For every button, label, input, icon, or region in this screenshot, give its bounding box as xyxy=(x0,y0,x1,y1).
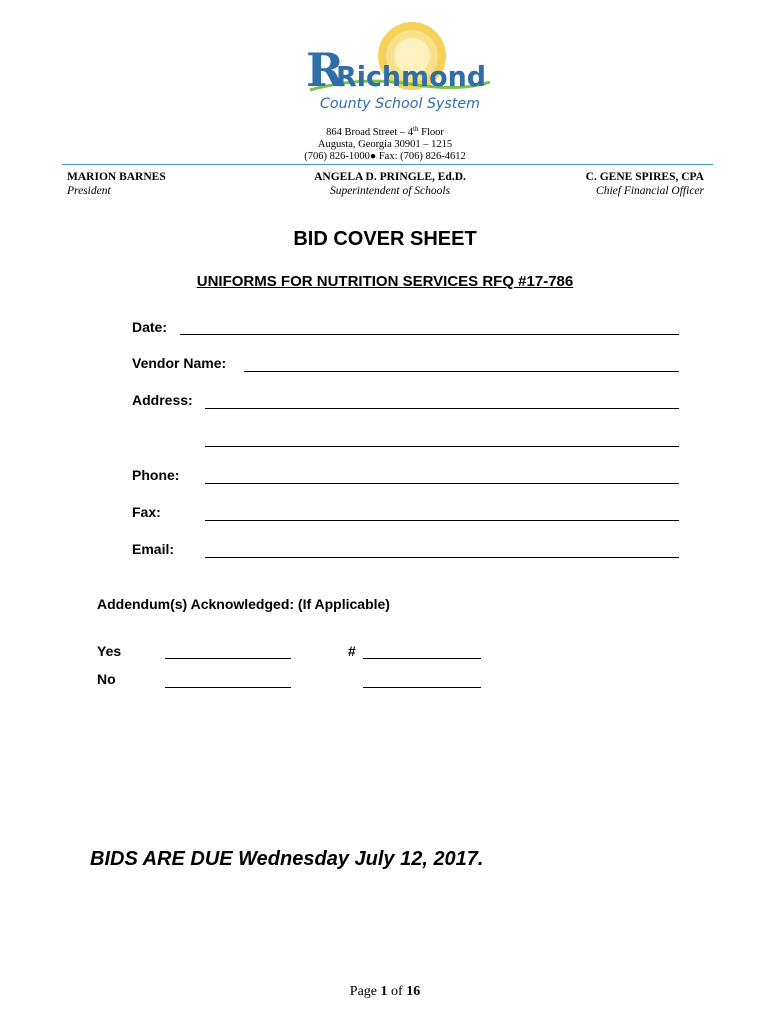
richmond-county-logo xyxy=(300,18,500,118)
addendum-number-field-2[interactable] xyxy=(363,687,481,688)
no-field[interactable] xyxy=(165,687,291,688)
bids-due-notice: BIDS ARE DUE Wednesday July 12, 2017. xyxy=(90,848,484,870)
addendum-number-field-1[interactable] xyxy=(363,658,481,659)
addendum-heading: Addendum(s) Acknowledged: (If Applicable) xyxy=(97,596,390,612)
email-label: Email: xyxy=(132,541,175,557)
address-field-line-1[interactable] xyxy=(205,408,679,409)
fax-field[interactable] xyxy=(205,520,679,521)
svg-text:R: R xyxy=(306,43,345,97)
officer-superintendent xyxy=(235,170,545,198)
page-number: Page 1 of 16 xyxy=(349,984,421,999)
page-title: BID COVER SHEET xyxy=(293,228,477,250)
phone-field[interactable] xyxy=(205,483,679,484)
header-rule xyxy=(62,164,713,165)
address-line-2: Augusta, Georgia 30901 – 1215 xyxy=(317,139,453,150)
officer-title: Superintendent of Schools xyxy=(329,185,451,197)
officer-president xyxy=(67,170,166,198)
rfq-title: UNIFORMS FOR NUTRITION SERVICES RFQ #17-786 xyxy=(196,273,574,290)
officer-title: President xyxy=(67,185,111,197)
officer-cfo xyxy=(586,170,704,198)
phone-fax: (706) 826-1000● Fax: (706) 826-4612 xyxy=(304,151,466,162)
officer-title: Chief Financial Officer xyxy=(596,185,704,197)
email-field[interactable] xyxy=(205,557,679,558)
address-field-line-2[interactable] xyxy=(205,446,679,447)
fax-label: Fax: xyxy=(132,504,161,520)
date-field[interactable] xyxy=(180,334,679,335)
address-label: Address: xyxy=(132,392,193,408)
logo-subtitle: County School System xyxy=(320,96,480,112)
yes-label: Yes xyxy=(97,643,122,659)
date-label: Date: xyxy=(132,319,168,335)
addendum-number-label: # xyxy=(348,643,356,659)
phone-label: Phone: xyxy=(132,467,180,483)
officer-name: MARION BARNES xyxy=(67,171,166,183)
officer-name: ANGELA D. PRINGLE, Ed.D. xyxy=(314,171,466,183)
address-line-1: 864 Broad Street – 4th Floor xyxy=(326,125,444,138)
officer-name: C. GENE SPIRES, CPA xyxy=(585,171,704,183)
no-label: No xyxy=(97,671,116,687)
yes-field[interactable] xyxy=(165,658,291,659)
vendor-name-field[interactable] xyxy=(244,371,679,372)
logo-brand: Richmond xyxy=(336,60,486,93)
vendor-name-label: Vendor Name: xyxy=(132,355,227,371)
